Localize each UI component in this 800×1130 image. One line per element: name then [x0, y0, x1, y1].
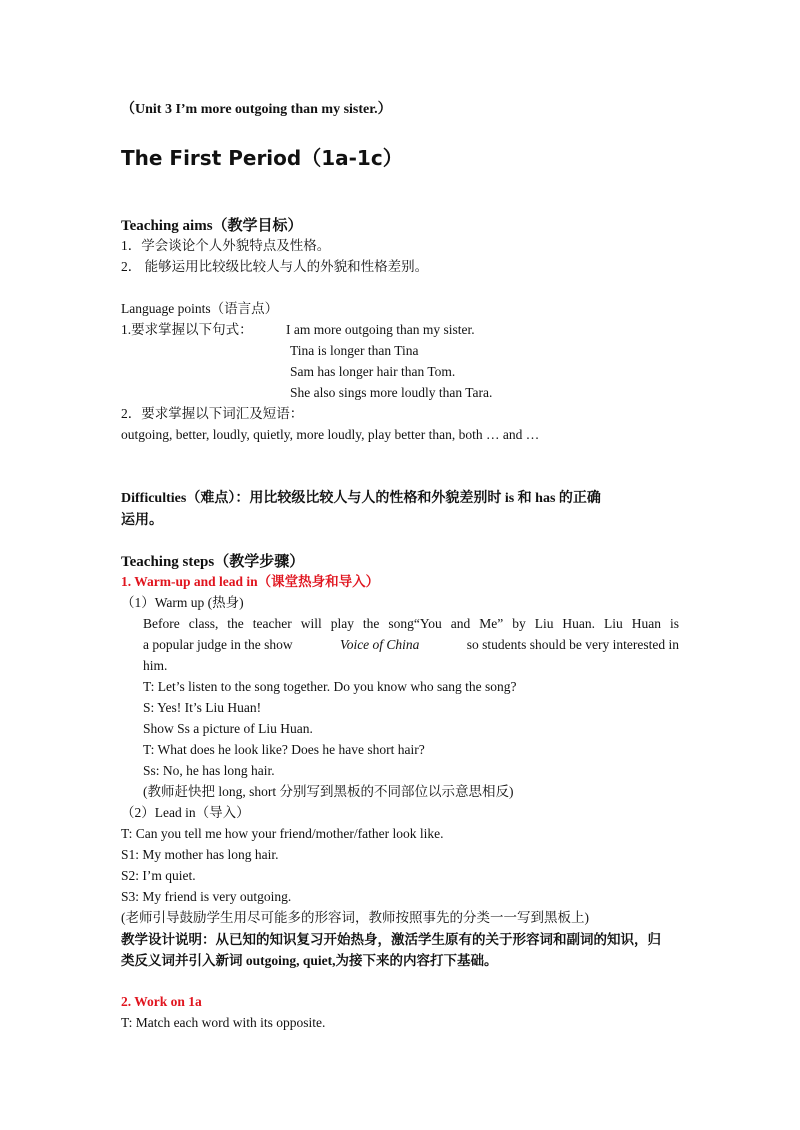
period-title: The First Period（1a-1c） — [121, 146, 403, 170]
para-line-2-pre: a popular judge in the show — [143, 637, 293, 652]
steps-heading: Teaching steps（教学步骤） — [121, 554, 305, 570]
warm-up-para-line-1: Before class, the teacher will play the song“You and Me” by Liu Huan. Liu Huan is — [143, 616, 679, 631]
vocab-list: outgoing, better, loudly, quietly, more loudly, play better than, both … and … — [121, 427, 540, 442]
step2-line-1: T: Match each word with its opposite. — [121, 1015, 326, 1030]
warm-up-para-line-3: him. — [143, 658, 168, 673]
para-line-2-post: so students should be very interested in — [466, 637, 679, 652]
dialog1-line-3: Show Ss a picture of Liu Huan. — [143, 721, 313, 736]
aims-item-2: 2． 能够运用比较级比较人与人的外貌和性格差别。 — [121, 259, 429, 274]
dialog1-line-1: T: Let’s listen to the song together. Do you know who sang the song? — [143, 679, 517, 694]
show-name: Voice of China — [339, 637, 420, 652]
dialog1-line-2: S: Yes! It’s Liu Huan! — [143, 700, 262, 715]
language-heading: Language points（语言点） — [121, 301, 279, 316]
lead-in-label: （2）Lead in（导入） — [121, 805, 250, 820]
language-item2-label: 2．要求掌握以下词汇及短语： — [121, 406, 304, 421]
sentence-2: Tina is longer than Tina — [290, 343, 419, 358]
dialog1-line-6: (教师赶快把 long, short 分别写到黑板的不同部位以示意思相反) — [143, 784, 514, 799]
dialog2-line-4: S3: My friend is very outgoing. — [121, 889, 292, 904]
design-note-line-2: 类反义词并引入新词 outgoing, quiet,为接下来的内容打下基础。 — [121, 953, 498, 968]
sentence-3: Sam has longer hair than Tom. — [290, 364, 456, 379]
dialog2-line-5: (老师引导鼓励学生用尽可能多的形容词，教师按照事先的分类一一写到黑板上) — [121, 910, 589, 925]
sentence-1: I am more outgoing than my sister. — [286, 322, 475, 337]
design-note-line-1: 教学设计说明：从已知的知识复习开始热身，激活学生原有的关于形容词和副词的知识，归 — [121, 932, 661, 947]
warm-up-para-line-2 — [143, 636, 679, 654]
difficulties-line-1: Difficulties（难点）：用比较级比较人与人的性格和外貌差别时 is 和 has 的正确 — [121, 491, 601, 506]
aims-heading: Teaching aims（教学目标） — [121, 218, 303, 234]
dialog2-line-2: S1: My mother has long hair. — [121, 847, 279, 862]
step1-heading: 1. Warm-up and lead in（课堂热身和导入） — [121, 574, 380, 589]
step2-heading: 2. Work on 1a — [121, 994, 202, 1009]
dialog2-line-3: S2: I’m quiet. — [121, 868, 196, 883]
dialog1-line-4: T: What does he look like? Does he have short hair? — [143, 742, 425, 757]
warm-up-label: （1）Warm up (热身) — [121, 595, 244, 610]
sentence-4: She also sings more loudly than Tara. — [290, 385, 493, 400]
dialog1-line-5: Ss: No, he has long hair. — [143, 763, 275, 778]
difficulties-line-2: 运用。 — [121, 513, 163, 528]
language-item1-label: 1.要求掌握以下句式： — [121, 322, 253, 337]
aims-item-1: 1．学会谈论个人外貌特点及性格。 — [121, 238, 331, 253]
unit-title: （Unit 3 I’m more outgoing than my sister.） — [121, 102, 392, 117]
dialog2-line-1: T: Can you tell me how your friend/mother/father look like. — [121, 826, 444, 841]
